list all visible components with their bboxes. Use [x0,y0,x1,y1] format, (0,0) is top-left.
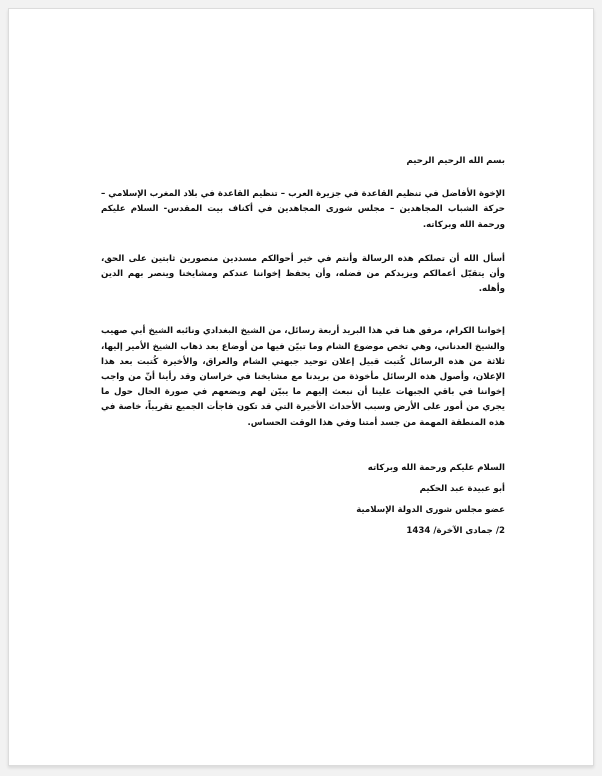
document-text-body [101,154,505,542]
spacer-after-salutation [101,233,505,252]
dua-paragraph: أسأل الله أن تصلكم هذه الرسالة وأنتم في خير أحوالكم مسددين منصورين ثابتين على الحق، وأن يتقبّل أعمالكم ويزيدكم من فضله، وأن يحفظ إخواننا عندكم ومشايخنا وينصر بهم الدين وأهله. [101,253,505,295]
closing-block [101,458,505,542]
spacer-after-dua [101,297,505,324]
document-date: 2/ جمادى الآخرة/ 1434 [406,525,505,536]
closing-farewell: السلام عليكم ورحمة الله وبركاته [367,462,505,473]
signer-name: أبو عبيدة عبد الحكيم [419,483,505,494]
basmala-line: بسم الله الرحيم الرحيم [406,156,505,166]
spacer-after-body [101,431,505,458]
spacer-after-basmala [101,178,505,187]
signer-title: عضو مجلس شورى الدولة الإسلامية [356,504,505,515]
salutation-paragraph: الإخوة الأفاضل في تنظيم القاعدة في جزيرة العرب – تنظيم القاعدة في بلاد المغرب الإسلامي – حركة الشباب المجاهدين – مجلس شورى المجاهدين في أكناف بيت المقدس- السلام عليكم ورحمة الله وبركاته. [101,189,505,230]
page-inner [9,9,593,765]
document-page [8,8,594,766]
body-paragraph: إخواننا الكرام، مرفق هنا في هذا البريد أربعة رسائل، من الشيخ البغدادي ونائبه الشيخ أبي صهيب والشيخ العدناني، وهي تخص موضوع الشام وما تبيّن فيها من أوضاع بعد ذهاب الشيخ الأمير إليها، ثلاثة من هذه الرسائل كُتبت قبيل إعلان توحيد جبهتي الشام والعراق، والأخيرة كُتبت بعد هذا الإعلان، وأصول هذه الرسائل مأخوذة من بريدنا مع مشايخنا في خراسان وقد رأينا أنّ من واجب إخواننا في باقي الجبهات علينا أن نبعث إليهم ما يبيّن لهم ويضعهم في صورة الحال حول ما يجري من أمور على الأرض وسبب الأحداث الأخيرة التي قد تكون فاجأت الجميع تقريباً، خاصة في هذه المنطقة المهمة من جسد أمتنا وفي هذا الوقت الحساس. [101,326,505,428]
